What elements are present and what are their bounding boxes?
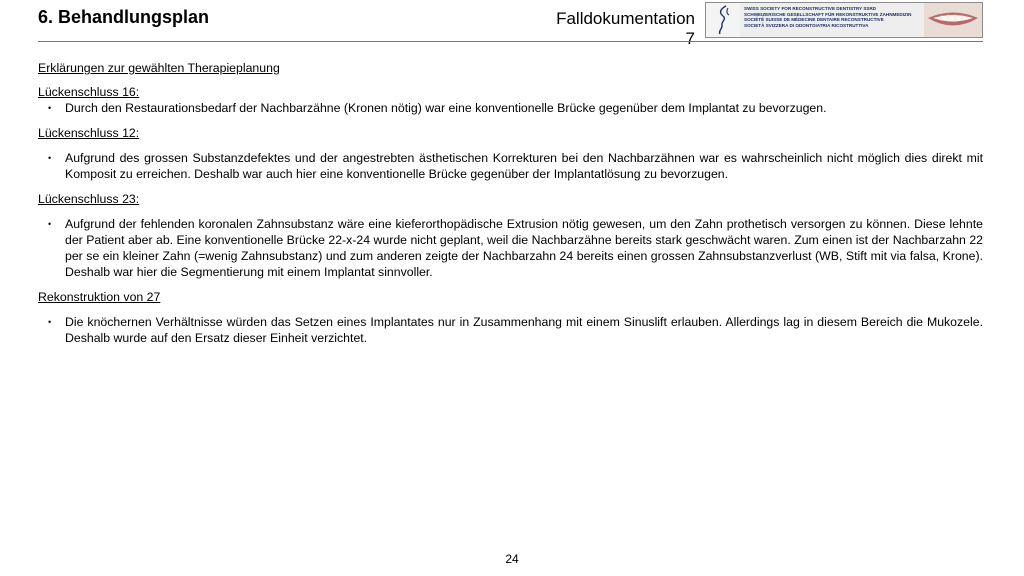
bullet-icon: • [48, 317, 52, 327]
section-heading: Lückenschluss 23: [38, 192, 140, 206]
document-label [556, 9, 695, 49]
bullet-icon: • [48, 153, 52, 163]
bullet-icon: • [48, 219, 52, 229]
bullet-text: Die knöchernen Verhältnisse würden das Setzen eines Implantates nur in Zusammenhang mit einem Sinuslift erlauben. Allerdings lag in diesem Bereich die Mukozele. Deshalb wurde auf den Ersatz dieser Einheit verzichtet. [65, 315, 983, 345]
main-content [38, 60, 983, 346]
bullet-icon: • [48, 103, 52, 113]
society-line: SOCIETÀ SVIZZERA DI ODONTOIATRIA RICOSTRUTTIVA [744, 22, 869, 28]
section-heading: Rekonstruktion von 27 [38, 290, 161, 304]
page-title: 6. Behandlungsplan [38, 7, 210, 27]
bullet-text: Aufgrund der fehlenden koronalen Zahnsubstanz wäre eine kieferorthopädische Extrusion nötig gewesen, um den Zahn prothetisch versorgen zu können. Diese lehnte der Patient aber ab. Eine konventionelle Brücke 22-x-24 wurde nicht geplant, weil die Nachbarzähne bereits stark geschwächt waren. Zum einen ist der Nachbarzahn 22 per se ein kleiner Zahn (=wenig Zahnsubstanz) und zum anderen zeigte der Nachbarzahn 24 bereits einen grossen Zahnsubstanzverlust (WB, Stift mit via falsa, Krone). Deshalb war hier die Segmentierung mit einem Implantat sinnvoller. [65, 217, 983, 279]
section-heading: Lückenschluss 12: [38, 126, 140, 140]
page-number: 24 [505, 552, 519, 566]
document-number: 7 [685, 29, 695, 48]
document-label-text: Falldokumentation [556, 9, 695, 28]
bullet-item [38, 314, 983, 346]
bullet-item [38, 216, 983, 280]
society-line: SWISS SOCIETY FOR RECONSTRUCTIVE DENTISTRY SSRD [744, 6, 877, 11]
society-line: SCHWEIZERISCHE GESELLSCHAFT FÜR REKONSTRUKTIVE ZAHNMEDIZIN [744, 11, 912, 17]
society-line: SOCIÉTÉ SUISSE DE MÉDECINE DENTAIRE RECONSTRUCTIVE [744, 17, 884, 23]
section-heading: Lückenschluss 16: [38, 85, 140, 99]
header-divider [38, 41, 983, 42]
subtitle: Erklärungen zur gewählten Therapieplanung [38, 61, 280, 75]
bullet-text: Durch den Restaurationsbedarf der Nachbarzähne (Kronen nötig) war eine konventionelle Brücke gegenüber dem Implantat zu bevorzugen. [65, 101, 827, 115]
bullet-item [38, 150, 983, 182]
tooth-logo-icon [706, 3, 740, 37]
society-logo [705, 2, 983, 38]
bullet-item [38, 100, 983, 116]
bullet-text: Aufgrund des grossen Substanzdefektes und der angestrebten ästhetischen Korrekturen bei den Nachbarzähnen war es wahrscheinlich nicht möglich dies direkt mit Komposit zu erreichen. Deshalb war auch hier eine konventionelle Brücke gegenüber der Implantatlösung zu bevorzugen. [65, 151, 983, 181]
smile-photo-image [924, 3, 982, 37]
society-name-lines [744, 6, 924, 28]
